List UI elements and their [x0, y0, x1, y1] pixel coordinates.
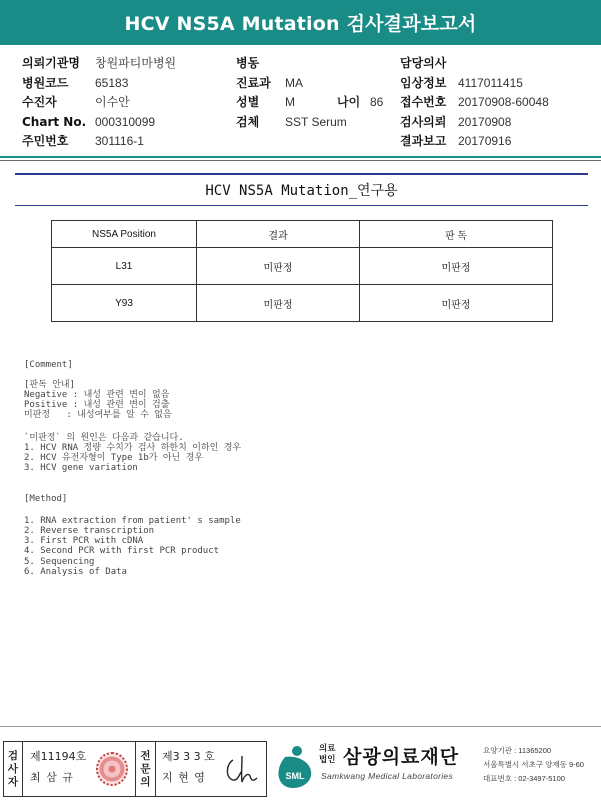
- caption-char: 자: [7, 775, 19, 788]
- guide-line: 미판정 : 내성여부를 알 수 없음: [24, 410, 172, 420]
- field-value: 000310099: [95, 114, 156, 129]
- comment-heading: [Comment]: [24, 360, 73, 370]
- examiner-caption-box: [3, 741, 23, 797]
- org-contact: [483, 744, 584, 786]
- caption-char: 문: [140, 762, 151, 775]
- confirmer-name: 지 현 영: [162, 771, 206, 784]
- examiner-license: 제11194호: [30, 750, 87, 763]
- report-title-main: HCV NS5A Mutation 검사결과보고서: [124, 13, 477, 35]
- org-name: 삼광의료재단: [343, 746, 460, 768]
- table-header-row: [52, 221, 553, 248]
- method-step: 2. Reverse transcription: [24, 526, 155, 536]
- signature-footer: [3, 741, 598, 797]
- field-label: 결과보고: [400, 134, 447, 148]
- info-row: [22, 93, 176, 113]
- column-header: 판 독: [360, 221, 553, 248]
- dept-value: MA: [285, 75, 303, 90]
- table-cell: L31: [52, 248, 197, 285]
- examiner-box: [22, 741, 136, 797]
- caption-char: 전: [140, 749, 151, 762]
- specimen-value: SST Serum: [285, 114, 347, 129]
- cause-line: 2. HCV 유전자형이 Type 1b가 아닌 경우: [24, 453, 204, 463]
- field-value: 20170908-60048: [458, 95, 549, 109]
- info-row: [236, 54, 383, 74]
- method-step: 5. Sequencing: [24, 557, 95, 567]
- info-row: [22, 74, 176, 94]
- examiner-caption: [4, 742, 22, 796]
- caption-char: 의: [140, 775, 151, 788]
- field-value: 20170908: [458, 114, 512, 129]
- info-row: [400, 113, 549, 133]
- results-table: [51, 220, 553, 322]
- confirmer-caption-box: [136, 741, 156, 797]
- field-label: 검사의뢰: [400, 114, 447, 129]
- table-row: [52, 285, 553, 322]
- method-step: 3. First PCR with cDNA: [24, 536, 144, 546]
- info-row: [400, 93, 549, 113]
- field-value: 301116-1: [95, 134, 144, 148]
- guide-line: Negative : 내성 관련 변이 없음: [24, 390, 170, 400]
- table-cell: Y93: [52, 285, 197, 322]
- method-heading: [Method]: [24, 494, 68, 504]
- info-column-patient: [22, 54, 176, 152]
- info-row: [236, 93, 383, 113]
- column-header: NS5A Position: [52, 221, 197, 248]
- contact-line: 요양기관 : 11365200: [483, 746, 552, 755]
- dept-label: 진료과: [236, 75, 271, 90]
- info-column-admin: [400, 54, 549, 152]
- info-column-clinical: [236, 54, 383, 132]
- field-value: 20170916: [458, 134, 512, 148]
- confirmer-box: [155, 741, 267, 797]
- table-cell: 미판정: [360, 248, 553, 285]
- org-prefix-line: 법인: [319, 755, 336, 765]
- field-label: 수진자: [22, 95, 57, 109]
- header-divider: [0, 156, 601, 158]
- logo-text: SML: [285, 771, 305, 781]
- info-row: [236, 113, 383, 133]
- sex-label: 성별: [236, 95, 260, 109]
- method-step: 1. RNA extraction from patient' s sample: [24, 516, 241, 526]
- cause-line: 3. HCV gene variation: [24, 463, 138, 473]
- org-name-en: Samkwang Medical Laboratories: [321, 771, 454, 781]
- section-title: HCV NS5A Mutation_연구용: [205, 183, 398, 199]
- field-value: 4117011415: [458, 75, 523, 90]
- examiner-name: 최 삼 규: [30, 771, 74, 784]
- table-cell: 미판정: [360, 285, 553, 322]
- info-row: [22, 113, 176, 133]
- field-label: 병원코드: [22, 75, 69, 90]
- field-label: 의뢰기관명: [22, 56, 80, 70]
- table-cell: 미판정: [197, 285, 360, 322]
- contact-line: 대표번호 : 02-3497-5100: [483, 774, 565, 783]
- confirmer-caption: [136, 742, 155, 796]
- age-field: [337, 93, 383, 113]
- table-cell: 미판정: [197, 248, 360, 285]
- field-value: 창원파티마병원: [95, 56, 177, 70]
- info-row: [400, 54, 549, 74]
- info-row: [400, 132, 549, 152]
- field-label: Chart No.: [22, 114, 87, 129]
- guide-line: Positive : 내성 관련 변이 검출: [24, 400, 170, 410]
- info-row: [22, 54, 176, 74]
- header-divider-thin: [0, 160, 601, 161]
- column-header: 결과: [197, 221, 360, 248]
- field-label: 담당의사: [400, 56, 447, 70]
- report-header: [0, 0, 601, 45]
- handwritten-signature: [223, 752, 259, 786]
- title-rule-top: [15, 173, 588, 175]
- cause-line: 1. HCV RNA 정량 수치가 검사 하한치 이하인 경우: [24, 443, 242, 453]
- info-row: [22, 132, 176, 152]
- field-value: 65183: [95, 75, 129, 90]
- field-label: 접수번호: [400, 95, 447, 109]
- contact-line: 서울특별시 서초구 양재동 9-60: [483, 760, 584, 769]
- info-row: [236, 74, 383, 94]
- method-step: 4. Second PCR with first PCR product: [24, 546, 220, 556]
- ward-label: 병동: [236, 56, 260, 70]
- title-rule-bottom: [15, 205, 588, 206]
- table-row: [52, 248, 553, 285]
- caption-char: 사: [7, 762, 19, 775]
- confirmer-license: 제3 3 3 호: [162, 750, 215, 763]
- method-step: 6. Analysis of Data: [24, 567, 127, 577]
- cause-heading: `미판정` 의 원인은 다음과 같습니다.: [24, 433, 184, 443]
- org-prefix: [319, 744, 335, 766]
- field-label: 임상정보: [400, 75, 447, 90]
- red-seal-stamp: [96, 752, 128, 786]
- info-row: [400, 74, 549, 94]
- field-label: 주민번호: [22, 134, 69, 148]
- guide-heading: [판독 안내]: [24, 380, 76, 390]
- caption-char: 검: [7, 749, 19, 762]
- footer-divider: [0, 726, 601, 727]
- sml-logo-icon: [273, 743, 319, 793]
- org-prefix-line: 의료: [319, 744, 336, 754]
- age-value: 86: [370, 95, 384, 109]
- field-value: 이수안: [95, 95, 130, 109]
- age-label: 나이: [337, 95, 361, 109]
- sex-value: M: [285, 95, 295, 109]
- specimen-label: 검체: [236, 114, 260, 129]
